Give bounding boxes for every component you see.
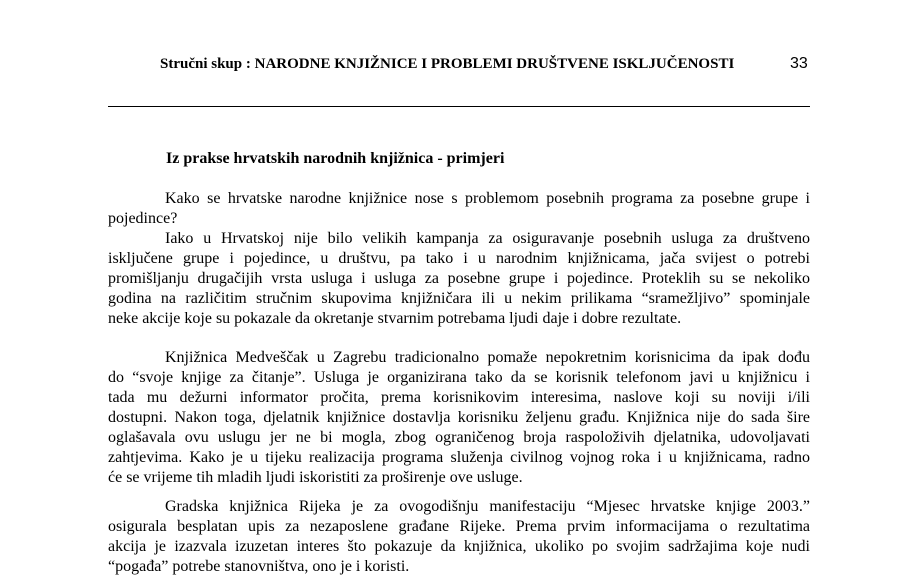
text-line: Kako se hrvatske narodne knjižnice nose s problemom posebnih programa za posebne grupe i	[165, 190, 810, 207]
paragraph-2	[108, 348, 810, 488]
running-header-title: Stručni skup : NARODNE KNJIŽNICE I PROBLEMI DRUŠTVENE ISKLJUČENOSTI	[160, 56, 735, 72]
text-line: isključene grupe i pojedince, u društvu, pa tako i u narodnim knjižnicama, jača svijest o potrebi	[108, 250, 810, 267]
section-heading: Iz prakse hrvatskih narodnih knjižnica - primjeri	[166, 150, 505, 167]
text-line: Knjižnica Medveščak u Zagrebu tradicionalno pomaže nepokretnim korisnicima da ipak dođu	[165, 349, 810, 366]
text-line: “pogađa” potrebe stanovništva, ono je i koristi.	[108, 558, 410, 575]
text-line: promišljanju drugačijih vrsta usluga i usluga za posebne grupe i pojedince. Proteklih su se nekoliko	[108, 270, 810, 287]
text-line: osigurala besplatan upis za nezaposlene građane Rijeke. Prema prvim informacijama o rezultatima	[108, 518, 810, 535]
text-line: neke akcije koje su pokazale da okretanje stvarnim potrebama ljudi daje i dobre rezultate.	[108, 310, 682, 327]
page-number: 33	[790, 55, 808, 72]
text-line: Gradska knjižnica Rijeka je za ovogodišnju manifestaciju “Mjesec hrvatske knjige 2003.”	[165, 498, 810, 515]
text-line: do “svoje knjige za čitanje”. Usluga je organizirana tako da se korisnik telefonom javi u knjižnicu i	[108, 369, 810, 386]
text-line: Iako u Hrvatskoj nije bilo velikih kampanja za osiguravanje posebnih usluga za društveno	[165, 230, 810, 247]
text-line: pojedince?	[108, 210, 178, 227]
text-line: tada mu dežurni informator pročita, prema korisnikovim interesima, naslove koji su noviji i/ili	[108, 389, 810, 406]
paragraph-3	[108, 497, 810, 577]
paragraph-1	[108, 189, 810, 329]
text-line: oglašavala ovu uslugu jer ne bi mogla, zbog ograničenog broja raspoloživih djelatnika, udovoljavati	[108, 429, 810, 446]
text-line: dostupni. Nakon toga, djelatnik knjižnice dostavlja korisniku željenu građu. Knjižnica nije do sada šire	[108, 409, 810, 426]
text-line: godina na različitim stručnim skupovima knjižničara ili u nekim prilikama “sramežljivo” spominjale	[108, 290, 810, 307]
text-line: zahtjevima. Kako je u tijeku realizacija programa služenja civilnog vojnog roka i u knjižnicama, radno	[108, 449, 810, 466]
text-line: će se vrijeme tih mladih ljudi iskoristiti za proširenje ove usluge.	[108, 469, 523, 486]
text-line: akcija je izazvala izuzetan interes što pokazuje da knjižnica, ukoliko po svojim sadržajima koje nudi	[108, 538, 810, 555]
header-rule	[108, 106, 810, 107]
